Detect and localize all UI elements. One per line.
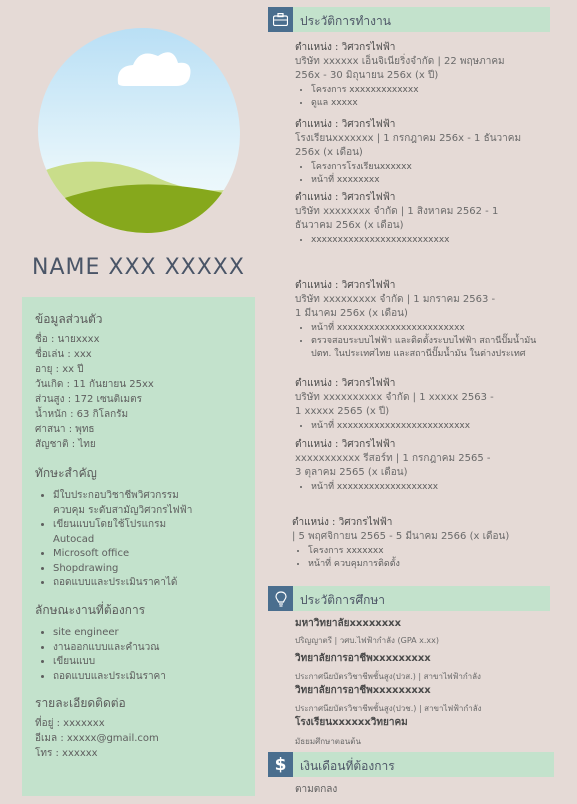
job-position: ตำแหน่ง : วิศวกรไฟฟ้า: [295, 119, 396, 130]
personal-heading: ข้อมูลส่วนตัว: [35, 312, 103, 326]
job-bullets: [295, 481, 550, 494]
contact-line: โทร : xxxxxx: [35, 748, 98, 759]
job-company: บริษัท xxxxxxxxx จำกัด | 1 มกราคม 2563 -: [295, 294, 496, 305]
list-item: • โครงการโรงเรียนxxxxxx: [311, 161, 550, 174]
list-item: • โครงการ xxxxxxxxxxxxx: [311, 84, 550, 97]
job-bullets: [295, 322, 550, 361]
job-company: | 5 พฤศจิกายน 2565 - 5 มีนาคม 2566 (x เดือน): [292, 531, 510, 542]
list-item: • ดูแล xxxxx: [311, 97, 550, 110]
education-detail: ประกาศนียบัตรวิชาชีพชั้นสูง(ปวช.) | สาขาไฟฟ้ากำลัง: [295, 704, 482, 713]
salary-heading-bar: [268, 752, 554, 777]
job-type-list: [35, 626, 166, 684]
job-company: 3 ตุลาคม 2565 (x เดือน): [295, 467, 408, 478]
list-item: • หน้าที่ ควบคุมการติดตั้ง: [308, 558, 547, 571]
personal-line: ส่วนสูง : 172 เซนติเมตร: [35, 394, 142, 405]
list-item: • xxxxxxxxxxxxxxxxxxxxxxxxxx: [311, 234, 550, 247]
full-name: NAME XXX XXXXX: [32, 255, 245, 280]
list-item: • หน้าที่ xxxxxxxx: [311, 174, 550, 187]
list-item: • Microsoft office: [53, 547, 192, 562]
job-company: 1 xxxxx 2565 (x ปี): [295, 406, 390, 417]
left-panel: [22, 297, 255, 796]
list-item: • หน้าที่ xxxxxxxxxxxxxxxxxxx: [311, 481, 550, 494]
list-item: • ถอดแบบและประเมินราคา: [53, 670, 166, 685]
list-item: • หน้าที่ xxxxxxxxxxxxxxxxxxxxxxxx: [311, 322, 550, 335]
list-item: • ตรวจสอบระบบไฟฟ้า และติดตั้งระบบไฟฟ้า สถานีปั๊มน้ำมัน ปตท. ในประเทศไทย และสถานีปั๊มน้ำมัน ในต่างประเทศ: [311, 335, 550, 361]
personal-info: [35, 332, 154, 452]
education-detail: ปริญญาตรี | วศบ.ไฟฟ้ากำลัง (GPA x.xx): [295, 636, 440, 645]
lightbulb-icon: [268, 586, 293, 611]
education-heading-bar: [268, 586, 550, 611]
personal-line: สัญชาติ : ไทย: [35, 439, 96, 450]
education-name: วิทยาลัยการอาชีพxxxxxxxxx: [295, 653, 431, 664]
list-item: Autocad: [53, 533, 95, 545]
job-bullets: [295, 161, 550, 187]
skills-heading: ทักษะสำคัญ: [35, 466, 97, 480]
job-bullets: [295, 420, 550, 433]
contact-heading: รายละเอียดติดต่อ: [35, 696, 126, 710]
job-entry: [295, 191, 550, 247]
education-heading: ประวัติการศึกษา: [300, 593, 386, 607]
education-detail: มัธยมศึกษาตอนต้น: [295, 737, 361, 746]
work-heading-bar: [268, 7, 550, 32]
job-company: บริษัท xxxxxx เอ็นจิเนียริ่งจำกัด | 22 พฤษภาคม: [295, 56, 505, 67]
list-item: • เขียนแบบ: [53, 655, 166, 670]
job-company: 256x - 30 มิถุนายน 256x (x ปี): [295, 70, 439, 81]
list-item: • มีใบประกอบวิชาชีพวิศวกรรม: [53, 489, 192, 504]
job-company: ธันวาคม 256x (x เดือน): [295, 220, 404, 231]
personal-line: ชื่อ : นายxxxx: [35, 334, 100, 345]
contact-info: [35, 716, 159, 761]
job-entry: [295, 377, 550, 433]
job-bullets: [292, 545, 547, 571]
contact-line: ที่อยู่ : xxxxxxx: [35, 718, 105, 729]
job-entry: [295, 118, 550, 187]
personal-line: วันเกิด : 11 กันยายน 25xx: [35, 379, 154, 390]
job-entry: [295, 41, 550, 110]
briefcase-icon: [268, 7, 293, 32]
job-position: ตำแหน่ง : วิศวกรไฟฟ้า: [295, 42, 396, 53]
list-item: • งานออกแบบและคำนวณ: [53, 641, 166, 656]
education-name: โรงเรียนxxxxxxวิทยาคม: [295, 717, 408, 728]
list-item: ควบคุม ระดับสามัญวิศวกรไฟฟ้า: [53, 504, 193, 516]
list-item: • เขียนแบบโดยใช้โปรแกรม: [53, 518, 192, 533]
list-item: • ถอดแบบและประเมินราคาได้: [53, 576, 192, 591]
job-position: ตำแหน่ง : วิศวกรไฟฟ้า: [295, 280, 396, 291]
salary-value: ตามตกลง: [295, 784, 338, 795]
job-company: โรงเรียนxxxxxxx | 1 กรกฎาคม 256x - 1 ธันวาคม: [295, 133, 522, 144]
education-name: วิทยาลัยการอาชีพxxxxxxxxx: [295, 685, 431, 696]
list-item: • หน้าที่ xxxxxxxxxxxxxxxxxxxxxxxxx: [311, 420, 550, 433]
dollar-icon: $: [268, 752, 293, 777]
job-company: 1 มีนาคม 256x (x เดือน): [295, 308, 408, 319]
job-bullets: [295, 84, 550, 110]
salary-heading: เงินเดือนที่ต้องการ: [300, 759, 395, 773]
education-name: มหาวิทยาลัยxxxxxxxx: [295, 618, 402, 629]
contact-line: อีเมล : xxxxx@gmail.com: [35, 733, 159, 744]
job-company: บริษัท xxxxxxxxxx จำกัด | 1 xxxxx 2563 -: [295, 392, 494, 403]
job-entry: [295, 279, 550, 361]
job-position: ตำแหน่ง : วิศวกรไฟฟ้า: [295, 192, 396, 203]
job-company: 256x (x เดือน): [295, 147, 363, 158]
job-entry: [292, 516, 547, 571]
personal-line: อายุ : xx ปี: [35, 364, 84, 375]
job-company: บริษัท xxxxxxxx จำกัด | 1 สิงหาคม 2562 - 1: [295, 206, 499, 217]
skills-list: [35, 489, 192, 591]
personal-line: ศาสนา : พุทธ: [35, 424, 95, 435]
job-position: ตำแหน่ง : วิศวกรไฟฟ้า: [295, 439, 396, 450]
job-entry: [295, 438, 550, 494]
profile-photo: [38, 28, 240, 233]
job-bullets: [295, 234, 550, 247]
list-item: • Shopdrawing: [53, 562, 192, 577]
education-detail: ประกาศนียบัตรวิชาชีพชั้นสูง(ปวส.) | สาขาไฟฟ้ากำลัง: [295, 672, 481, 681]
list-item: • โครงการ xxxxxxx: [308, 545, 547, 558]
list-item: • site engineer: [53, 626, 166, 641]
job-position: ตำแหน่ง : วิศวกรไฟฟ้า: [292, 517, 393, 528]
job-position: ตำแหน่ง : วิศวกรไฟฟ้า: [295, 378, 396, 389]
work-heading: ประวัติการทำงาน: [300, 14, 391, 28]
job-type-heading: ลักษณะงานที่ต้องการ: [35, 603, 146, 617]
personal-line: น้ำหนัก : 63 กิโลกรัม: [35, 409, 129, 420]
job-company: xxxxxxxxxxx รีสอร์ท | 1 กรกฎาคม 2565 -: [295, 453, 491, 464]
personal-line: ชื่อเล่น : xxx: [35, 349, 92, 360]
